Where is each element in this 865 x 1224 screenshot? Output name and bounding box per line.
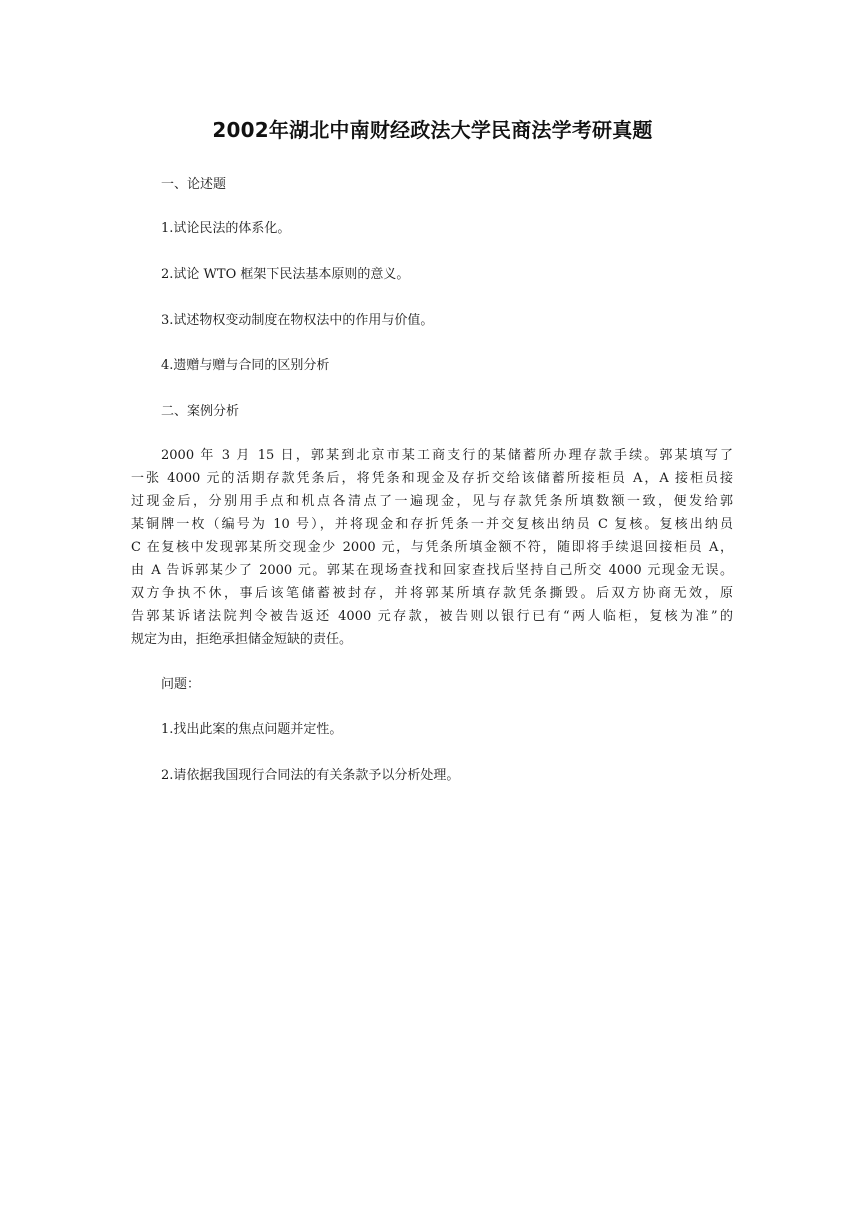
section-heading-essay: 一、论述题 <box>161 177 227 192</box>
case-line: 双方争执不休，事后该笔储蓄被封存，并将郭某所填存款凭条撕毁。后双方协商无效，原 <box>131 586 733 601</box>
case-line: 某铜牌一枚（编号为 10 号），并将现金和存折凭条一并交复核出纳员 C 复核。复核出纳员 <box>131 517 733 532</box>
case-line: 过现金后，分别用手点和机点各清点了一遍现金，见与存款凭条所填数额一致，便发给郭 <box>131 494 733 509</box>
case-line: 规定为由，拒绝承担储金短缺的责任。 <box>131 632 353 647</box>
case-question-1: 1.找出此案的焦点问题并定性。 <box>161 722 343 737</box>
essay-question-4: 4.遗赠与赠与合同的区别分析 <box>161 358 330 373</box>
case-line: 2000 年 3 月 15 日，郭某到北京市某工商支行的某储蓄所办理存款手续。郭某填写了 <box>161 448 733 463</box>
case-line: C 在复核中发现郭某所交现金少 2000 元，与凭条所填金额不符，随即将手续退回接柜员 A， <box>131 540 733 555</box>
essay-question-3: 3.试述物权变动制度在物权法中的作用与价值。 <box>161 313 434 328</box>
case-line: 由 A 告诉郭某少了 2000 元。郭某在现场查找和回家查找后坚持自己所交 4000 元现金无误。 <box>131 563 733 578</box>
case-line: 告郭某诉诸法院判令被告返还 4000 元存款，被告则以银行已有“两人临柜，复核为准”的 <box>131 609 733 624</box>
questions-heading: 问题： <box>161 677 201 692</box>
case-question-2: 2.请依据我国现行合同法的有关条款予以分析处理。 <box>161 768 460 783</box>
case-line: 一张 4000 元的活期存款凭条后，将凭条和现金及存折交给该储蓄所接柜员 A，A 接柜员接 <box>131 471 733 486</box>
document-title: 2002年湖北中南财经政法大学民商法学考研真题 <box>212 118 653 142</box>
essay-question-1: 1.试论民法的体系化。 <box>161 221 291 236</box>
case-description <box>131 444 733 651</box>
essay-question-2: 2.试论 WTO 框架下民法基本原则的意义。 <box>161 267 410 282</box>
section-heading-case: 二、案例分析 <box>161 404 240 419</box>
